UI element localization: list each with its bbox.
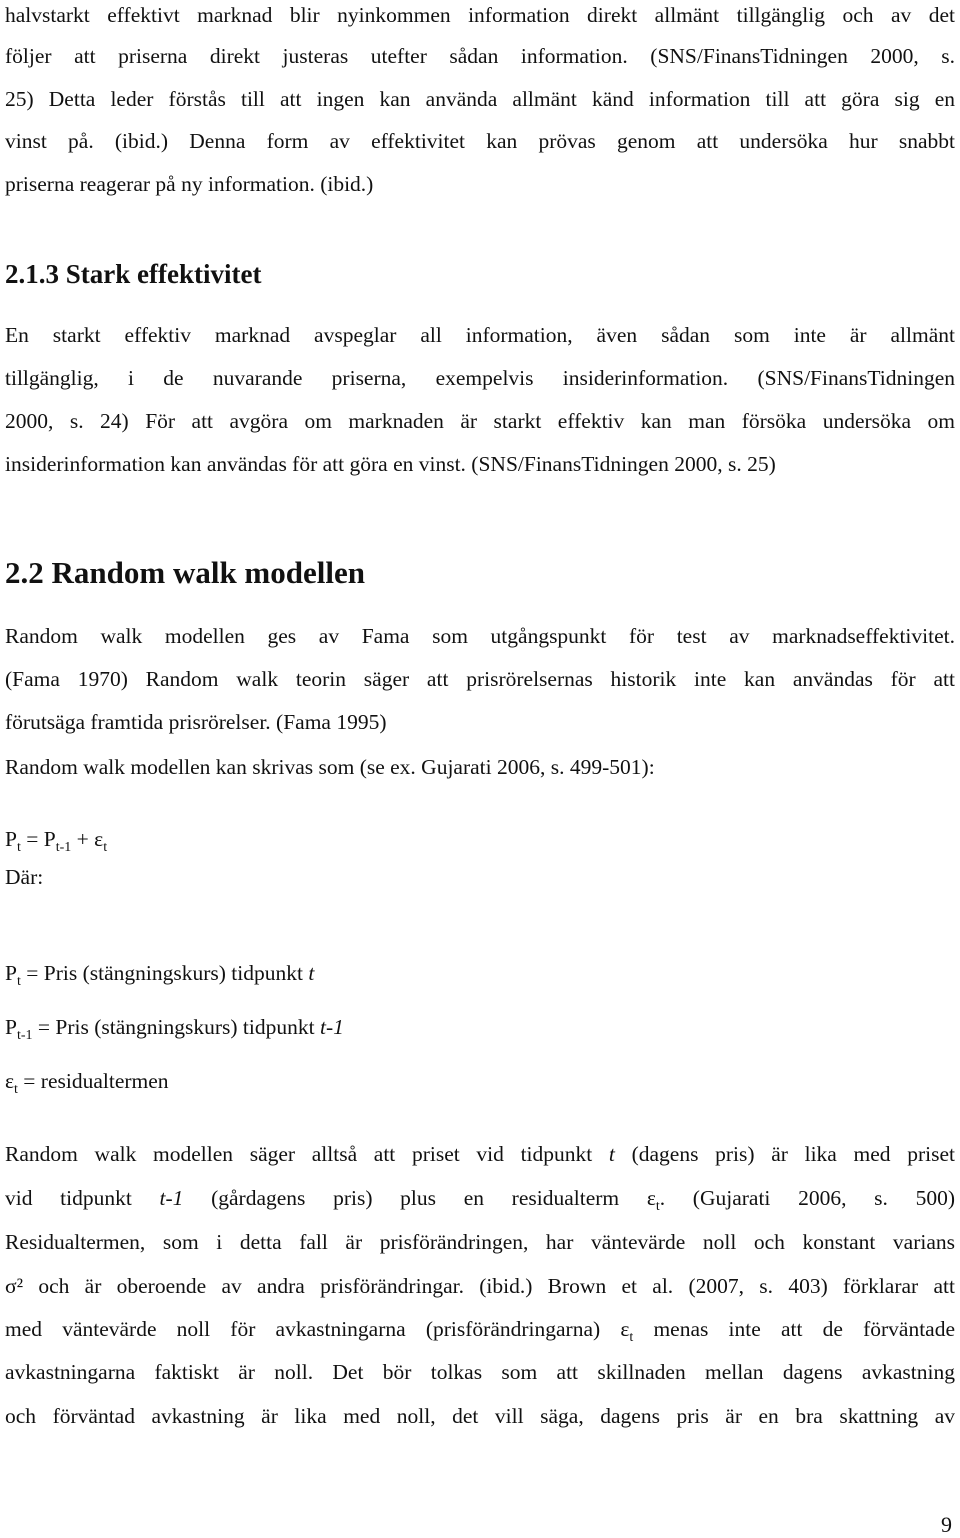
formula-plus: + [71,827,95,851]
formula-p: P [5,827,17,851]
formula-equals: = [20,827,44,851]
section-2-1-3-line-1: En starkt effektiv marknad avspeglar all information, även sådan som inte är allmänt [5,323,955,347]
formula-epsilon: ε [94,827,104,851]
definition-epsilon-t [5,1066,955,1105]
def3-subscript: t [14,1082,18,1097]
body-l2-var: t-1 [159,1186,184,1210]
body-line-6: avkastningarna faktiskt är noll. Det bör tolkas som att skillnaden mellan dagens avkastning [5,1360,955,1384]
body-l5-b: menas inte att de förväntade [633,1317,956,1341]
def2-variable: t-1 [319,1015,344,1039]
body-l5-sub: t [629,1330,634,1345]
body-l2-c: . (Gujarati 2006, s. 500) [659,1186,955,1210]
intro-line-2: följer att priserna direkt justeras utefter sådan information. (SNS/FinansTidningen 2000, s. [5,44,955,68]
section-heading-2-2: 2.2 Random walk modellen [5,555,365,590]
section-2-2-line-4: Random walk modellen kan skrivas som (se ex. Gujarati 2006, s. 499-501): [5,755,655,779]
section-2-1-3-line-3: 2000, s. 24) För att avgöra om marknaden är starkt effektiv kan man försöka undersöka om [5,409,955,433]
body-l2-b: (gårdagens pris) plus en residualterm [183,1186,647,1210]
body-line-4: σ² och är oberoende av andra prisförändringar. (ibid.) Brown et al. (2007, s. 403) förklarar att [5,1274,955,1298]
body-line-2 [5,1183,955,1222]
formula-sub-t-1: t-1 [55,840,72,855]
page-number: 9 [941,1512,952,1537]
section-2-2-line-2: (Fama 1970) Random walk teorin säger att prisrörelsernas historik inte kan användas för att [5,667,955,691]
def1-symbol: P [5,961,17,985]
body-l1-var: t [608,1142,615,1166]
def1-text: = Pris (stängningskurs) tidpunkt [20,961,309,985]
section-2-1-3-line-2: tillgänglig, i de nuvarande priserna, exempelvis insiderinformation. (SNS/FinansTidningen [5,366,955,390]
def2-subscript: t-1 [16,1028,33,1043]
intro-line-3: 25) Detta leder förstås till att ingen kan använda allmänt känd information till att göra sig en [5,87,955,111]
definition-p-t [5,958,955,997]
body-l2-sub: t [655,1199,660,1214]
intro-line-4: vinst på. (ibid.) Denna form av effektivitet kan prövas genom att undersöka hur snabbt [5,129,955,153]
section-heading-2-1-3: 2.1.3 Stark effektivitet [5,259,262,289]
formula-sub-t-eps: t [103,840,108,855]
body-l1-a: Random walk modellen säger alltså att priset vid tidpunkt [5,1142,609,1166]
def1-subscript: t [16,974,21,989]
formula-sub-t: t [16,840,21,855]
section-2-2-line-1: Random walk modellen ges av Fama som utgångspunkt för test av marknadseffektivitet. [5,624,955,648]
body-line-1 [5,1139,955,1169]
definition-p-t-1 [5,1012,955,1051]
body-l1-b: (dagens pris) är lika med priset [614,1142,955,1166]
def2-text: = Pris (stängningskurs) tidpunkt [32,1015,320,1039]
formula-p-prev: P [43,827,56,851]
section-2-1-3-line-4: insiderinformation kan användas för att göra en vinst. (SNS/FinansTidningen 2000, s. 25) [5,452,776,476]
section-2-2-line-3: förutsäga framtida prisrörelser. (Fama 1995) [5,710,387,734]
intro-line-5: priserna reagerar på ny information. (ibid.) [5,172,374,196]
body-line-5 [5,1314,955,1353]
intro-line-1: halvstarkt effektivt marknad blir nyinkommen information direkt allmänt tillgänglig och av det [5,3,955,27]
body-line-7: och förväntad avkastning är lika med noll, det vill säga, dagens pris är en bra skattning av [5,1404,955,1428]
where-label: Där: [5,865,44,889]
body-l5-a: med väntevärde noll för avkastningarna (prisförändringarna) [5,1317,621,1341]
body-l2-a: vid tidpunkt [5,1186,160,1210]
def3-text: = residualtermen [17,1069,169,1093]
def2-symbol: P [5,1015,17,1039]
body-l5-eps: ε [620,1317,630,1341]
body-l2-eps: ε [646,1186,656,1210]
def3-symbol: ε [5,1069,15,1093]
body-line-3: Residualtermen, som i detta fall är prisförändringen, har väntevärde noll och konstant varians [5,1230,955,1254]
def1-variable: t [308,961,315,985]
random-walk-formula [5,824,955,863]
